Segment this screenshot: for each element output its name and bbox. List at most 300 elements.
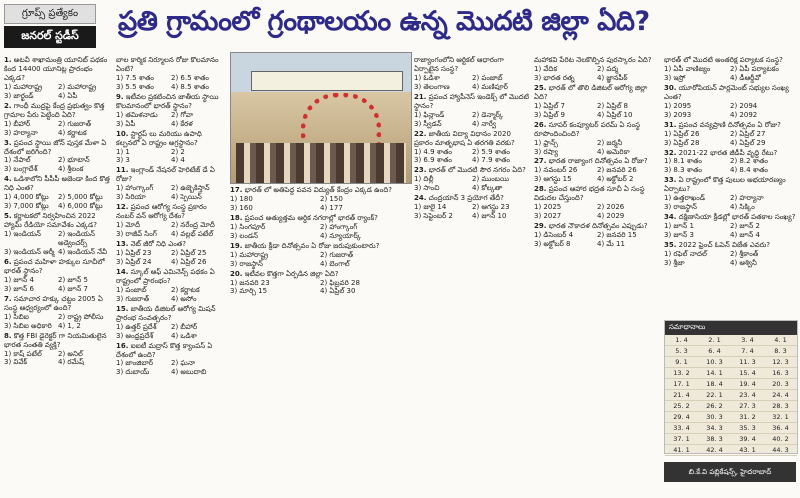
option: 4) ఆశ్వినీ bbox=[730, 258, 757, 267]
options bbox=[4, 350, 112, 368]
option: 1) దిల్లీ bbox=[414, 175, 434, 184]
options bbox=[4, 83, 112, 101]
options bbox=[534, 139, 660, 157]
option: 4) రమేష్ bbox=[58, 358, 84, 367]
question-stem: బాల కార్మిక నిర్మూలన రోజు కొలమానం ఏంటి? bbox=[116, 56, 219, 73]
question-text bbox=[534, 84, 660, 102]
question bbox=[4, 102, 112, 138]
question-number: 28. bbox=[534, 185, 547, 194]
question-text bbox=[664, 213, 796, 222]
question-stem: ప్రపంచ ఆరోగ్య సంస్థ ప్రకారం నంబర్ వన్ ఆరోగ్య దేశం? bbox=[116, 203, 207, 221]
question bbox=[534, 222, 660, 249]
question-stem: ప్రపంచ మహిళా హక్కుల సూచీలో భారత్ స్థానం? bbox=[4, 257, 105, 275]
answer-key bbox=[664, 320, 798, 454]
question-text bbox=[4, 332, 112, 350]
options bbox=[116, 359, 226, 377]
option: 1) ఉత్తర్ ప్రదేశ్ bbox=[116, 322, 157, 331]
option: 4) ఏప్రిల్ 29 bbox=[730, 138, 766, 147]
question-text bbox=[534, 222, 660, 231]
option: 4) 8.4 శాతం bbox=[730, 166, 768, 175]
option: 1) జూన్ 1 bbox=[664, 222, 694, 231]
question-number: 35. bbox=[664, 241, 677, 250]
question-stem: స్టార్టప్ లు మరియు ఉపాధి కల్పనలో ఏ రాష్ట్రం అగ్రస్థానం? bbox=[116, 129, 202, 147]
question-stem: నెట్ జీరో నిధి ఎంత? bbox=[130, 240, 186, 249]
question bbox=[4, 139, 112, 175]
question-number: 19. bbox=[230, 241, 243, 250]
option: 3) 6.9 శాతం bbox=[414, 156, 452, 165]
option: 2) జనవరి 26 bbox=[597, 166, 637, 175]
option: 3) భారత రత్న bbox=[534, 73, 575, 82]
option: 1) 180 bbox=[230, 194, 253, 203]
option: 4) ఒడిశా bbox=[171, 331, 197, 340]
question bbox=[116, 56, 226, 92]
question-stem: గాంధీ ముద్రపై కేంద్ర ప్రభుత్వం కొత్త గ్రామాల పేరు పెట్టింది ఏది? bbox=[4, 101, 105, 119]
question bbox=[664, 56, 796, 83]
question-number: 1. bbox=[4, 56, 12, 64]
answer-row bbox=[665, 379, 797, 390]
question-text bbox=[116, 305, 226, 323]
option: 1) జనవరి 23 bbox=[230, 278, 270, 287]
options bbox=[116, 221, 226, 239]
options bbox=[534, 65, 660, 83]
option: 1) సిబిఐ bbox=[4, 312, 29, 321]
option: 4) కేరళ bbox=[171, 119, 193, 128]
option: 1) తమిళనాడు bbox=[116, 110, 158, 119]
question-number: 30. bbox=[664, 83, 677, 92]
option: 3) 2093 bbox=[664, 110, 692, 119]
option: 2) 2026 bbox=[597, 203, 625, 212]
option: 2) గుజరాత్ bbox=[320, 250, 354, 259]
question-stem: ఐఐటీ మద్రాస్ కొత్త క్యాంపస్ ఏ దేశంలో ఉంది? bbox=[116, 341, 213, 359]
question-stem: భారత్ లో తొలి డిజిటల్ ఆరోగ్య జిల్లా ఏది? bbox=[534, 83, 648, 101]
answer-cell: 9. 1 bbox=[665, 357, 698, 368]
question-text bbox=[534, 185, 660, 203]
question-text bbox=[664, 149, 796, 158]
question-text bbox=[116, 342, 226, 360]
option: 4) 2092 bbox=[730, 110, 758, 119]
question bbox=[116, 203, 226, 239]
question-stem: ఇటీవల కొత్తగా ఏర్పడిన జిల్లా ఏది? bbox=[244, 269, 339, 278]
options bbox=[664, 102, 796, 120]
option: 2) 5,000 కోట్లు bbox=[58, 193, 103, 202]
question-number: 4. bbox=[4, 175, 12, 184]
question bbox=[664, 176, 796, 212]
question-stem: సమాచార హక్కు చట్టం 2005 ఏ సంస్థ ఆధ్వర్యంలో ఉంది? bbox=[4, 294, 103, 312]
question-stem: ప్రపంచ అత్యుత్తమ ఆర్థిక నగరాల్లో భారత్ ర్యాంక్? bbox=[244, 213, 378, 222]
question-text bbox=[4, 102, 112, 120]
option: 4) ఏపీ bbox=[58, 91, 78, 100]
question-stem: యూరోపియన్ పార్లమెంట్ సభ్యుల సంఖ్య ఎంత? bbox=[664, 83, 789, 101]
option: 2) 2094 bbox=[730, 101, 758, 110]
question bbox=[414, 130, 530, 166]
question-number: 24. bbox=[414, 194, 427, 203]
option: 3) జూన్ 6 bbox=[4, 284, 34, 293]
question bbox=[534, 157, 660, 184]
option: 3) స్వీడన్ bbox=[414, 119, 442, 128]
question bbox=[534, 121, 660, 157]
question bbox=[664, 84, 796, 120]
question bbox=[414, 194, 530, 221]
answer-cell: 11. 3 bbox=[731, 357, 764, 368]
question-text bbox=[4, 295, 112, 313]
option: 4) జూన్ 7 bbox=[58, 284, 88, 293]
options bbox=[116, 184, 226, 202]
question-text bbox=[414, 130, 530, 148]
option: 4) అసోం bbox=[171, 294, 197, 303]
option: 3) ఏప్రిల్ 28 bbox=[664, 138, 700, 147]
answer-row bbox=[665, 390, 797, 401]
answer-table bbox=[665, 335, 797, 456]
headline: ప్రతి గ్రామంలో గ్రంథాలయం ఉన్న మొదటి జిల్లా ఏది? bbox=[118, 6, 650, 37]
option: 3) లండన్ bbox=[230, 231, 259, 240]
options bbox=[414, 175, 530, 193]
question bbox=[664, 149, 796, 176]
answer-cell: 42. 4 bbox=[698, 445, 731, 456]
question-number: 18. bbox=[230, 213, 243, 222]
option: 4) న్యూయార్క్ bbox=[320, 231, 361, 240]
option: 1) 7.5 శాతం bbox=[116, 73, 154, 82]
option: 1) 1 bbox=[116, 147, 130, 156]
answer-cell: 8. 3 bbox=[764, 346, 797, 357]
answer-row bbox=[665, 401, 797, 412]
option: 3) సిరియా bbox=[116, 193, 146, 202]
option: 2) 6.5 శాతం bbox=[171, 73, 209, 82]
question-text bbox=[664, 121, 796, 130]
question-text bbox=[4, 175, 112, 193]
option: 3) ఏప్రిల్ 24 bbox=[116, 257, 152, 266]
answer-cell: 34. 3 bbox=[698, 423, 731, 434]
question-number: 25. bbox=[534, 83, 547, 92]
question-stem: ప్రపంచ హ్యాపీనెస్ ఇండెక్స్ లో మొదటి స్థానం? bbox=[414, 92, 530, 110]
question bbox=[116, 240, 226, 267]
answer-row bbox=[665, 445, 797, 456]
question-text bbox=[116, 240, 226, 249]
question-stem: చంద్రయాన్ 3 ప్రయోగ తేదీ? bbox=[428, 194, 504, 203]
answer-cell: 39. 4 bbox=[731, 434, 764, 445]
option: 3) శ్రీజా bbox=[664, 258, 685, 267]
question-text bbox=[116, 93, 226, 111]
option: 3) జూన్ 3 bbox=[664, 231, 694, 240]
section-tag-line2: జనరల్ స్టడీస్ bbox=[4, 26, 96, 48]
question-text bbox=[414, 56, 530, 74]
option: 3) 3 bbox=[116, 156, 130, 165]
option: 1) జులై 14 bbox=[414, 203, 447, 212]
question-text bbox=[4, 258, 112, 276]
option: 4) అమెరికా bbox=[597, 147, 630, 156]
option: 3) ఇండియన్ ఆర్మీ bbox=[4, 248, 55, 257]
question bbox=[4, 56, 112, 101]
question bbox=[230, 270, 410, 297]
options bbox=[116, 148, 226, 166]
question-column-6 bbox=[664, 56, 796, 316]
option: 1) ఫ్రాన్స్ bbox=[534, 138, 558, 147]
question-stem: కొత్త FBI డైరెక్టర్ గా నియమితులైన భారత సంతతి వ్యక్తి? bbox=[4, 331, 107, 349]
answer-cell: 28. 3 bbox=[764, 401, 797, 412]
option: 4) ఏప్రిల్ 26 bbox=[171, 257, 207, 266]
question bbox=[4, 212, 112, 257]
answer-cell: 33. 4 bbox=[665, 423, 698, 434]
option: 1) 2095 bbox=[664, 101, 692, 110]
option: 1) కాష్ పటేల్ bbox=[4, 349, 42, 358]
question-stem: కర్ణాటకలో నిర్వహించిన 2022 హ్యామ్ రేడియో సమావేశం ఎక్కడ? bbox=[4, 212, 97, 230]
question-text bbox=[116, 203, 226, 221]
question-stem: జాతీయ విద్యా విధానం 2020 ప్రకారం మాతృభాష ఏ తరగతి వరకు? bbox=[414, 129, 515, 147]
option: 3) బంగ్లాదేశ్ bbox=[4, 165, 38, 174]
question bbox=[116, 93, 226, 129]
option: 2) ఫిబ్రవరి 28 bbox=[320, 278, 360, 287]
answer-row bbox=[665, 357, 797, 368]
option: 4) 177 bbox=[320, 203, 343, 212]
option: 2) శ్రీకాంత్ bbox=[730, 250, 759, 259]
option: 3) ఏప్రిల్ 9 bbox=[534, 110, 566, 119]
question-stem: అటవీ శాఖామంత్రి యూనిట్ పథకం కింద 14400 యూనిట్ల ప్రారంభం ఎక్కడ? bbox=[4, 56, 108, 82]
question-text bbox=[414, 93, 530, 111]
answer-cell: 18. 4 bbox=[698, 379, 731, 390]
option: 2) ఉజ్బెకిస్తాన్ bbox=[171, 184, 210, 193]
option: 1) హాంగ్కాంగ్ bbox=[116, 184, 154, 193]
option: 4) ఏప్రిల్ 30 bbox=[320, 287, 356, 296]
question-stem: దక్షిణాసియా క్రీడల్లో భారత్ పతకాల సంఖ్య? bbox=[678, 213, 796, 222]
question bbox=[116, 166, 226, 202]
options bbox=[664, 194, 796, 212]
option: 4) జ్ఞానపీఠ్ bbox=[597, 73, 628, 82]
option: 2) బీహార్ bbox=[171, 322, 198, 331]
question-stem: భారత్ లో అతిపెద్ద పవన విద్యుత్ కేంద్రం ఎక్కడ ఉంది? bbox=[244, 186, 392, 194]
option: 4) శ్రీలంక bbox=[58, 165, 84, 174]
question-number: 16. bbox=[116, 341, 129, 350]
question-text bbox=[4, 139, 112, 157]
option: 2) ముంబయి bbox=[472, 175, 510, 184]
answer-cell: 27. 3 bbox=[731, 401, 764, 412]
question bbox=[664, 241, 796, 268]
answer-cell: 22. 1 bbox=[698, 390, 731, 401]
question-stem: 2021-22 భారత జీడీపీ వృద్ధి రేటు? bbox=[678, 148, 778, 157]
option: 2) ఏప్రిల్ 25 bbox=[171, 249, 207, 258]
question-text bbox=[230, 242, 410, 251]
option: 4) అక్టోబర్ 2 bbox=[597, 175, 634, 184]
option: 2) గుజరాత్ bbox=[58, 119, 92, 128]
option: 1) సింగపూర్ bbox=[230, 222, 266, 231]
option: 4) 4 bbox=[171, 156, 185, 165]
answer-row bbox=[665, 335, 797, 346]
option: 2) ఏప్రిల్ 8 bbox=[597, 101, 629, 110]
options bbox=[664, 222, 796, 240]
option: 1) 4,000 కోట్లు bbox=[4, 193, 49, 202]
options bbox=[116, 323, 226, 341]
question-stem: ప్రపంచ ఆహార భద్రత సూచీ ఏ సంస్థ విడుదల చేస్తుంది? bbox=[534, 185, 645, 203]
question-stem: మహాకవి పేరిట నెలకొల్పిన పురస్కారం ఏది? bbox=[534, 56, 652, 64]
option: 3) రాజస్థాన్ bbox=[230, 259, 263, 268]
options bbox=[230, 223, 410, 241]
question-number: 5. bbox=[4, 212, 12, 221]
answer-cell: 43. 1 bbox=[731, 445, 764, 456]
option: 1) ఏపీ వాణిజ్యం bbox=[664, 64, 711, 73]
answer-cell: 24. 4 bbox=[764, 390, 797, 401]
question-text bbox=[664, 241, 796, 250]
option: 4) 8.5 శాతం bbox=[171, 82, 209, 91]
option: 2) అనిల్ bbox=[58, 349, 83, 358]
question-number: 7. bbox=[4, 294, 12, 303]
option: 1) ఉత్తరాఖండ్ bbox=[664, 194, 706, 203]
option: 1) నవంబర్ 26 bbox=[534, 166, 578, 175]
question bbox=[534, 84, 660, 120]
option: 2) ఏప్రిల్ 27 bbox=[730, 129, 766, 138]
option: 2) డెన్మార్క్ bbox=[472, 110, 504, 119]
options bbox=[116, 249, 226, 267]
option: 3) దుబాయ్ bbox=[116, 368, 150, 377]
question-number: 32. bbox=[664, 148, 677, 157]
question bbox=[4, 175, 112, 211]
question-number: 9. bbox=[116, 92, 124, 101]
answer-cell: 31. 2 bbox=[731, 412, 764, 423]
question-number: 2. bbox=[4, 101, 12, 110]
question-stem: భారత రాజ్యాంగ దినోత్సవం ఏ రోజు? bbox=[548, 157, 648, 166]
question-column-3 bbox=[230, 186, 410, 494]
option: 1) ఇండియన్ bbox=[4, 230, 41, 239]
option: 2) హాంగ్కాంగ్ bbox=[320, 222, 358, 231]
question-text bbox=[230, 270, 410, 279]
option: 3) ఏపీ bbox=[116, 119, 136, 128]
options bbox=[534, 102, 660, 120]
option: 1) రఫెల్ నాదల్ bbox=[664, 250, 707, 259]
answer-row bbox=[665, 423, 797, 434]
option: 3) తెలంగాణ bbox=[414, 82, 450, 91]
option: 1) నేపాల్ bbox=[4, 156, 31, 165]
question-stem: 2022 ఫ్రెంచ్ ఓపెన్ విజేత ఎవరు? bbox=[678, 241, 770, 250]
question-stem: స్కూల్ ఆఫ్ ఎమినెన్స్ పథకం ఏ రాష్ట్రంలో ప్రారంభం? bbox=[116, 267, 215, 285]
question bbox=[414, 166, 530, 193]
options bbox=[230, 251, 410, 269]
option: 3) 8.3 శాతం bbox=[664, 166, 702, 175]
options bbox=[4, 193, 112, 211]
options bbox=[414, 74, 530, 92]
question-stem: ఒడిశాలోని పీపీపీ అజెండా కింద కొత్త నిధి ఎంత? bbox=[4, 175, 110, 193]
option: 1) ఫిన్లాండ్ bbox=[414, 110, 445, 119]
option: 4) డీఆర్డీవో bbox=[730, 73, 761, 82]
question-stem: ఏ రాష్ట్రంలో కొత్త పులుల అభయారణ్యం ఏర్పాటు? bbox=[664, 176, 786, 194]
answer-cell: 4. 1 bbox=[764, 335, 797, 346]
option: 4) జూన్ 10 bbox=[472, 212, 507, 221]
question bbox=[4, 295, 112, 331]
question-number: 11. bbox=[116, 166, 129, 175]
option: 2) ఏపీ పర్యాటకం bbox=[730, 64, 779, 73]
option: 3) ఆంధ్రప్రదేశ్ bbox=[116, 331, 154, 340]
question-number: 10. bbox=[116, 129, 129, 138]
options bbox=[534, 203, 660, 221]
answer-cell: 7. 4 bbox=[731, 346, 764, 357]
answer-row bbox=[665, 412, 797, 423]
question-text bbox=[534, 157, 660, 166]
answer-cell: 19. 4 bbox=[731, 379, 764, 390]
question-text bbox=[664, 56, 796, 65]
question-number: 21. bbox=[414, 92, 427, 101]
option: 1) బీహార్ bbox=[4, 119, 31, 128]
options bbox=[534, 231, 660, 249]
credit: బి.కే.వి పబ్లికేషన్స్, హైదరాబాద్ bbox=[664, 462, 796, 482]
answer-row bbox=[665, 434, 797, 445]
answer-cell: 35. 3 bbox=[731, 423, 764, 434]
option: 3) అక్టోబర్ 8 bbox=[534, 240, 571, 249]
answer-cell: 41. 1 bbox=[665, 445, 698, 456]
option: 2) భూటాన్ bbox=[58, 156, 90, 165]
answer-cell: 1. 4 bbox=[665, 335, 698, 346]
options bbox=[230, 279, 410, 297]
option: 1) ఏప్రిల్ 23 bbox=[116, 249, 152, 258]
option: 4) 7.9 శాతం bbox=[472, 156, 510, 165]
crowd bbox=[236, 143, 406, 183]
question-text bbox=[116, 130, 226, 148]
answer-cell: 2. 1 bbox=[698, 335, 731, 346]
answer-cell: 29. 4 bbox=[665, 412, 698, 423]
option: 1) వేదిక bbox=[534, 64, 557, 73]
option: 2) 8.2 శాతం bbox=[730, 157, 768, 166]
answer-cell: 30. 3 bbox=[698, 412, 731, 423]
question-stem: భారత్ లో మొదటి సౌర నగరం ఏది? bbox=[428, 166, 526, 175]
option: 4) ఇండియన్ నేవీ bbox=[58, 248, 107, 257]
question-stem: ప్రపంచ స్థాయి జోన్ పుస్తక మేళా ఏ దేశంలో జరిగింది? bbox=[4, 138, 107, 156]
option: 2) ఇండియన్ అడ్వెంచర్స్ bbox=[58, 230, 95, 248]
option: 3) రాజస్థాన్ bbox=[664, 203, 697, 212]
option: 4) బెంగాల్ bbox=[320, 259, 350, 268]
question-stem: సూపర్ కంప్యూటర్ పరమ్ ఏ సంస్థ రూపొందించింది? bbox=[534, 120, 641, 138]
question-column-4 bbox=[414, 56, 530, 494]
question-number: 13. bbox=[116, 240, 129, 249]
option: 3) ఆగస్టు 15 bbox=[534, 175, 572, 184]
question bbox=[4, 332, 112, 368]
question bbox=[116, 342, 226, 378]
question-text bbox=[664, 176, 796, 194]
options bbox=[664, 130, 796, 148]
question-number: 6. bbox=[4, 257, 12, 266]
question bbox=[4, 258, 112, 294]
option: 2) గోవా bbox=[171, 110, 194, 119]
option: 4) అబుదాబి bbox=[171, 368, 207, 377]
question bbox=[116, 268, 226, 304]
question-number: 33. bbox=[664, 176, 677, 185]
option: 1) డిసెంబర్ 4 bbox=[534, 231, 574, 240]
option: 2) జర్మనీ bbox=[597, 138, 623, 147]
answer-cell: 32. 1 bbox=[764, 412, 797, 423]
answer-key-heading: సమాధానాలు bbox=[665, 321, 797, 335]
question bbox=[116, 130, 226, 166]
answer-cell: 36. 4 bbox=[764, 423, 797, 434]
option: 1) 2025 bbox=[534, 203, 562, 212]
answer-cell: 12. 3 bbox=[764, 357, 797, 368]
question-number: 34. bbox=[664, 213, 677, 222]
question-stem: జాతీయ డిజిటల్ ఆరోగ్య మిషన్ ప్రారంభ సంవత్సరం? bbox=[116, 304, 216, 322]
option: 4) స్పెయిన్ bbox=[171, 193, 202, 202]
answer-cell: 44. 3 bbox=[764, 445, 797, 456]
question bbox=[534, 185, 660, 221]
option: 1) జాంజిబార్ bbox=[116, 359, 153, 368]
question-text bbox=[664, 84, 796, 102]
option: 1) ఏప్రిల్ 7 bbox=[534, 101, 566, 110]
option: 4) జూన్ 4 bbox=[730, 231, 760, 240]
question-number: 12. bbox=[116, 203, 129, 212]
question-column-1 bbox=[4, 56, 112, 494]
options bbox=[230, 195, 410, 213]
option: 1) 4.9 శాతం bbox=[414, 147, 452, 156]
question-number: 8. bbox=[4, 331, 12, 340]
question bbox=[116, 305, 226, 341]
option: 4) మే 11 bbox=[597, 240, 625, 249]
question-text bbox=[116, 268, 226, 286]
question-number: 3. bbox=[4, 138, 12, 147]
question-text bbox=[534, 121, 660, 139]
option: 2) పంజాబ్ bbox=[472, 73, 503, 82]
question-text bbox=[534, 56, 660, 65]
options bbox=[664, 157, 796, 175]
